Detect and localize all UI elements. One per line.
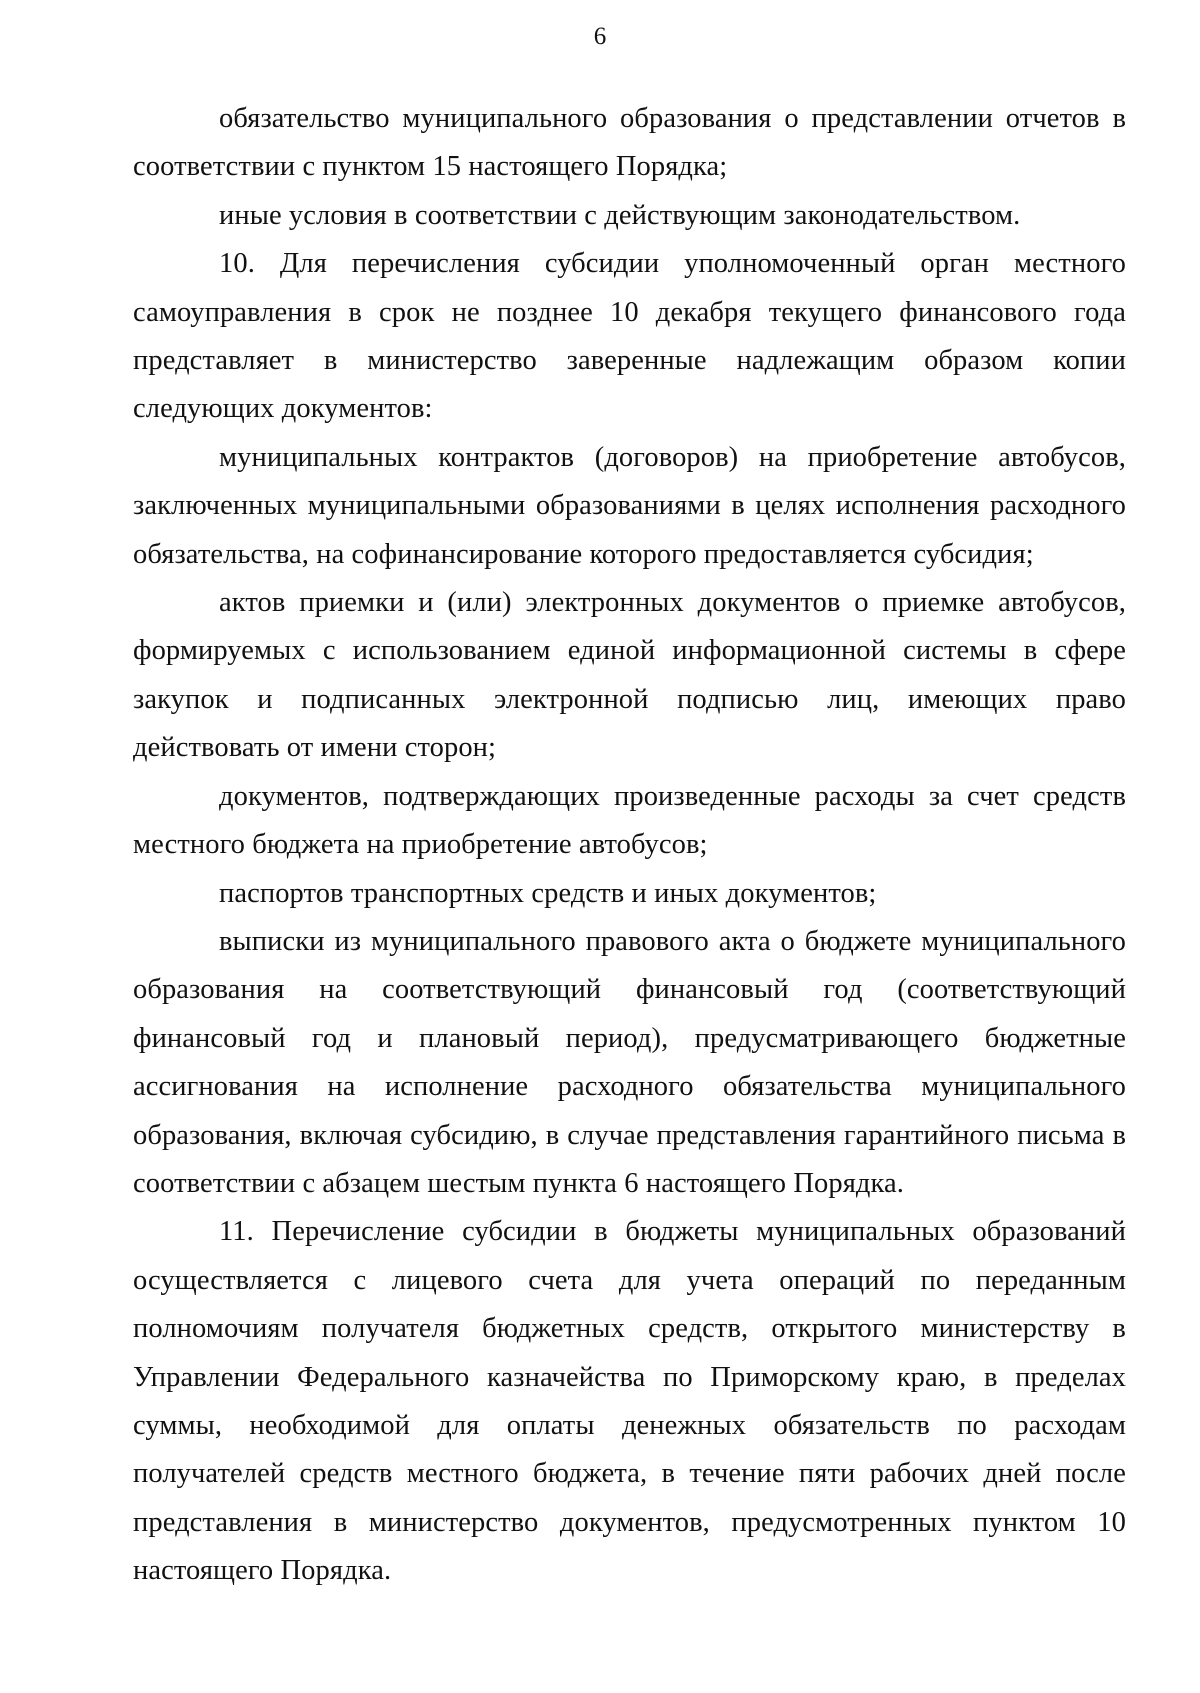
document-body [133, 95, 1126, 1596]
paragraph-expense-documents: документов, подтверждающих произведенные расходы за счет средств местного бюджета на приобретение автобусов; [133, 780, 1126, 861]
paragraph-vehicle-passports: паспортов транспортных средств и иных документов; [219, 877, 877, 909]
paragraph-reporting-obligation: обязательство муниципального образования о представлении отчетов в соответствии с пунктом 15 настоящего Порядка; [133, 103, 1126, 183]
paragraph-municipal-contracts: муниципальных контрактов (договоров) на приобретение автобусов, заключенных муниципальными образованиями в целях исполнения расходного обязательства, на софинансирование которого предоставляется субсидия; [133, 441, 1126, 570]
page-number: 6 [593, 23, 607, 50]
paragraph-item-10: 10. Для перечисления субсидии уполномоченный орган местного самоуправления в срок не позднее 10 декабря текущего финансового года представляет в министерство заверенные надлежащим образом копии следующих документов: [133, 248, 1126, 425]
paragraph-other-conditions: иные условия в соответствии с действующим законодательством. [219, 199, 1021, 231]
paragraph-budget-extract: выписки из муниципального правового акта о бюджете муниципального образования на соответствующий финансовый год (соответствующий финансовый год и плановый период), предусматривающего бюджетные ассигнования на исполнение расходного обязательства муниципального образования, включая субсидию, в случае представления гарантийного письма в соответствии с абзацем шестым пункта 6 настоящего Порядка. [133, 925, 1126, 1199]
paragraph-item-11: 11. Перечисление субсидии в бюджеты муниципальных образований осуществляется с лицевого счета для учета операций по переданным полномочиям получателя бюджетных средств, открытого министерству в Управлении Федерального казначейства по Приморскому краю, в пределах суммы, необходимой для оплаты денежных обязательств по расходам получателей средств местного бюджета, в течение пяти рабочих дней после представления в министерство документов, предусмотренных пунктом 10 настоящего Порядка. [133, 1216, 1126, 1587]
paragraph-acceptance-acts: актов приемки и (или) электронных документов о приемке автобусов, формируемых с использованием единой информационной системы в сфере закупок и подписанных электронной подписью лиц, имеющих право действовать от имени сторон; [133, 587, 1126, 764]
